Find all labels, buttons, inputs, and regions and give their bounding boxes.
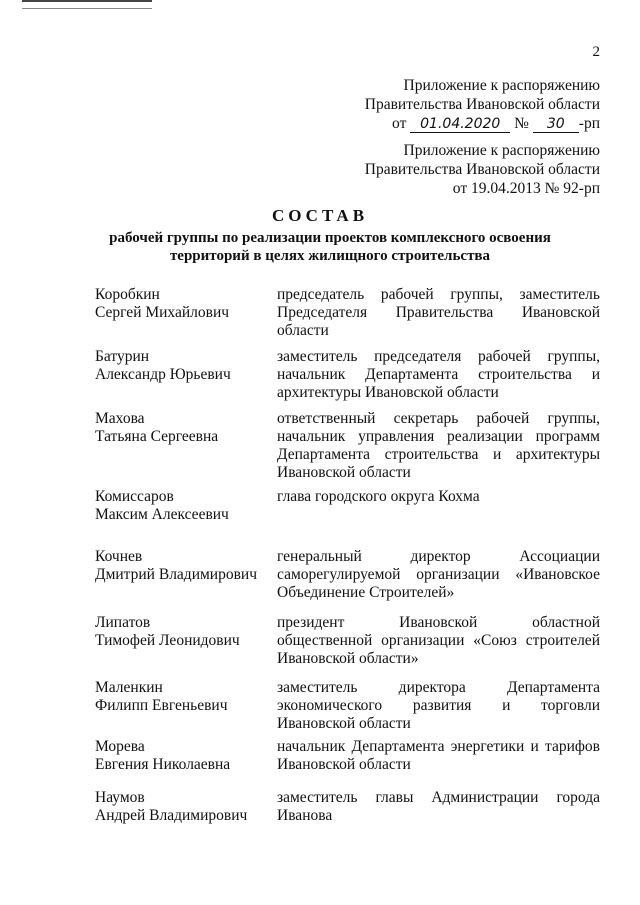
member-role-line: президент Ивановской областной	[277, 614, 600, 631]
annex-original-line3: от 19.04.2013 № 92-рп	[452, 180, 600, 197]
member-role	[277, 789, 600, 825]
member-given-name: Александр Юрьевич	[95, 366, 231, 383]
member-role-line: Ивановской области»	[277, 650, 419, 667]
member-role-line: Объединение Строителей»	[277, 584, 455, 601]
member-given-name: Татьяна Сергеевна	[95, 428, 219, 445]
annex-suffix: -рп	[578, 115, 600, 132]
member-row	[95, 679, 600, 733]
member-role-line: заместитель главы Администрации города	[277, 789, 600, 806]
annex-original-line1: Приложение к распоряжению	[403, 142, 600, 159]
member-role-line: общественной организации «Союз строителей	[277, 632, 600, 649]
member-name	[95, 348, 277, 402]
document-title: СОСТАВ	[271, 206, 369, 225]
member-role-line: Ивановской области	[277, 464, 411, 481]
annex-current-line2: Правительства Ивановской области	[364, 96, 600, 113]
member-row	[95, 614, 600, 668]
member-role-line: начальник Департамента строительства и	[277, 366, 600, 383]
member-role-line: глава городского округа Кохма	[277, 488, 480, 505]
member-role-line: начальник управления реализации программ	[277, 428, 600, 445]
member-surname: Кочнев	[95, 548, 143, 565]
member-surname: Махова	[95, 410, 145, 427]
member-role	[277, 348, 600, 402]
member-name	[95, 410, 277, 482]
member-row	[95, 488, 600, 524]
member-surname: Комиссаров	[95, 488, 174, 505]
annex-current-line1: Приложение к распоряжению	[403, 77, 600, 94]
member-role-line: заместитель председателя рабочей группы,	[277, 348, 600, 365]
member-name	[95, 738, 277, 774]
member-role	[277, 410, 600, 482]
annex-current-header	[365, 76, 600, 133]
member-role-line: генеральный директор Ассоциации	[277, 548, 600, 565]
member-role-line: Департамента строительства и архитектуры	[277, 446, 600, 463]
member-role	[277, 679, 600, 733]
subtitle-line1: рабочей группы по реализации проектов комплексного освоения	[109, 230, 551, 246]
member-role	[277, 738, 600, 774]
annex-number-label: №	[514, 115, 529, 132]
member-role	[277, 614, 600, 668]
member-name	[95, 548, 277, 602]
member-given-name: Евгения Николаевна	[95, 756, 231, 773]
member-role	[277, 488, 600, 524]
member-role-line: начальник Департамента энергетики и тарифов	[277, 738, 600, 755]
member-name	[95, 614, 277, 668]
handwritten-number: 30	[533, 116, 579, 133]
page-number: 2	[592, 44, 600, 60]
member-given-name: Дмитрий Владимирович	[95, 566, 258, 583]
annex-original-line2: Правительства Ивановской области	[364, 161, 600, 178]
member-given-name: Тимофей Леонидович	[95, 632, 240, 649]
member-row	[95, 789, 600, 825]
member-given-name: Филипп Евгеньевич	[95, 697, 228, 714]
member-role	[277, 286, 600, 340]
subtitle-line2: территорий в целях жилищного строительства	[169, 248, 491, 264]
member-name	[95, 286, 277, 340]
member-role-line: Иванова	[277, 807, 333, 824]
member-given-name: Максим Алексеевич	[95, 506, 229, 523]
member-role-line: Председателя Правительства Ивановской	[277, 304, 600, 321]
annex-original-header	[365, 141, 600, 198]
member-surname: Морева	[95, 738, 145, 755]
annex-from-label: от	[392, 115, 407, 132]
annex-current-line3	[365, 114, 600, 133]
member-surname: Коробкин	[95, 286, 160, 303]
member-role-line: Ивановской области	[277, 756, 411, 773]
member-surname: Липатов	[95, 614, 151, 631]
member-name	[95, 679, 277, 733]
member-surname: Наумов	[95, 789, 145, 806]
member-name	[95, 488, 277, 524]
member-role-line: экономического развития и торговли	[277, 697, 600, 714]
member-surname: Маленкин	[95, 679, 163, 696]
member-role-line: саморегулируемой организации «Ивановское	[277, 566, 600, 583]
document-subtitle	[60, 229, 600, 265]
member-row	[95, 738, 600, 774]
member-role-line: ответственный секретарь рабочей группы,	[277, 410, 600, 427]
member-role	[277, 548, 600, 602]
member-row	[95, 348, 600, 402]
member-given-name: Андрей Владимирович	[95, 807, 248, 824]
member-role-line: архитектуры Ивановской области	[277, 384, 499, 401]
member-given-name: Сергей Михайлович	[95, 304, 230, 321]
member-name	[95, 789, 277, 825]
handwritten-date: 01.04.2020	[410, 116, 510, 133]
member-surname: Батурин	[95, 348, 150, 365]
member-role-line: Ивановской области	[277, 715, 411, 732]
scan-edge-mark	[22, 0, 152, 9]
member-role-line: заместитель директора Департамента	[277, 679, 600, 696]
member-row	[95, 548, 600, 602]
member-role-line: председатель рабочей группы, заместитель	[277, 286, 600, 303]
member-row	[95, 286, 600, 340]
member-role-line: области	[277, 322, 329, 339]
member-row	[95, 410, 600, 482]
